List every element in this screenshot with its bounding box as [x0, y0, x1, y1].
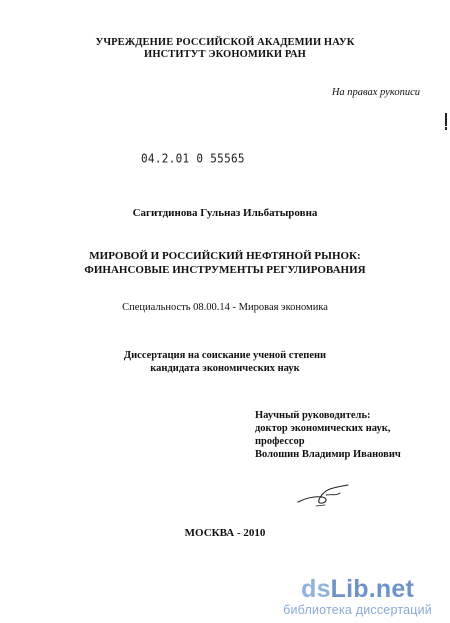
watermark-logo-net: .net — [368, 575, 415, 603]
watermark-logo-ds: ds — [301, 575, 331, 603]
dissertation-title — [0, 249, 450, 277]
supervisor-line-2: доктор экономических наук, — [255, 423, 391, 434]
scan-edge-dot — [445, 127, 447, 130]
institution-line-1: УЧРЕЖДЕНИЕ РОССИЙСКОЙ АКАДЕМИИ НАУК — [95, 37, 355, 48]
title-line-2: ФИНАНСОВЫЕ ИНСТРУМЕНТЫ РЕГУЛИРОВАНИЯ — [84, 264, 366, 276]
city-year: МОСКВА - 2010 — [184, 527, 266, 539]
institution-header — [0, 37, 450, 61]
degree-line-2: кандидата экономических наук — [150, 363, 300, 374]
watermark-subtitle: библиотека диссертаций — [283, 603, 432, 617]
archive-stamp: 04.2.01 0 55565 — [141, 151, 245, 166]
watermark-logo — [283, 575, 432, 603]
title-line-1: МИРОВОЙ И РОССИЙСКИЙ НЕФТЯНОЙ РЫНОК: — [89, 250, 361, 262]
supervisor-line-4: Волошин Владимир Иванович — [255, 449, 401, 460]
rights-note: На правах рукописи — [331, 87, 420, 98]
signature-scribble — [296, 480, 352, 510]
supervisor-line-1: Научный руководитель: — [255, 410, 371, 421]
institution-line-2: ИНСТИТУТ ЭКОНОМИКИ РАН — [144, 49, 306, 60]
specialty: Специальность 08.00.14 - Мировая экономика — [122, 302, 328, 313]
dslib-watermark — [283, 575, 432, 617]
author-name: Сагитдинова Гульназ Ильбатыровна — [132, 207, 318, 219]
degree-statement — [0, 349, 450, 375]
watermark-logo-lib: Lib — [330, 575, 369, 603]
degree-line-1: Диссертация на соискание ученой степени — [123, 350, 327, 361]
supervisor-line-3: профессор — [255, 436, 305, 447]
scan-edge-mark — [445, 113, 447, 126]
supervisor-block — [255, 409, 401, 461]
